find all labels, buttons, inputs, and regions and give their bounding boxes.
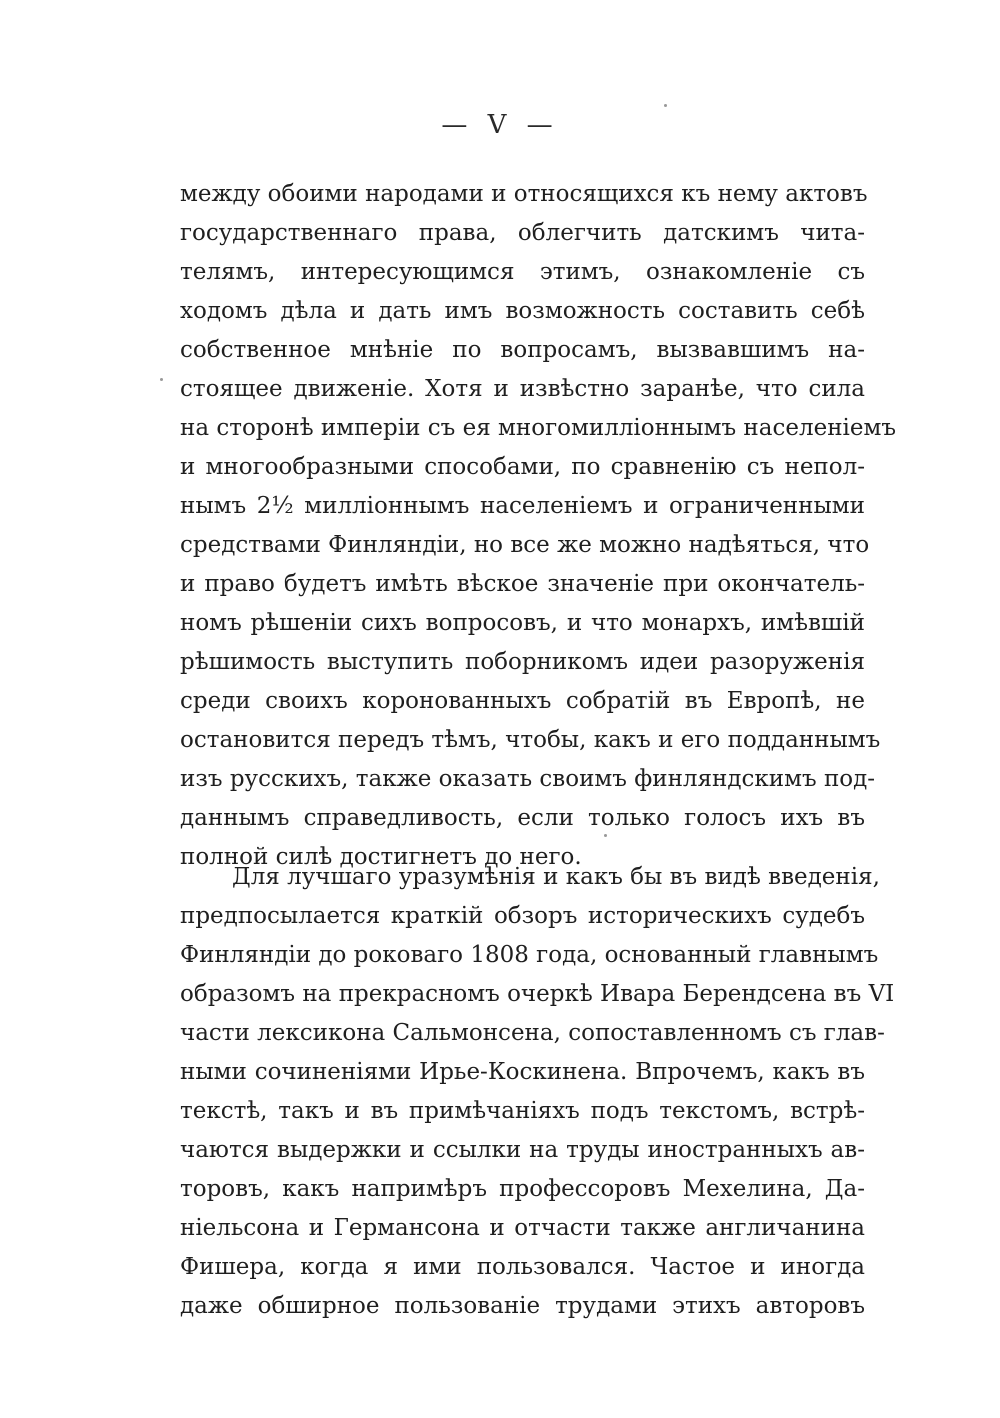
text-line: изъ русскихъ, также оказать своимъ финляндскимъ под- — [180, 766, 876, 792]
text-line: ходомъ дѣла и дать имъ возможность составить себѣ — [180, 298, 865, 324]
text-line: рѣшимость выступить поборникомъ идеи разоруженія — [180, 649, 865, 675]
paper-speck — [604, 834, 607, 837]
text-line: государственнаго права, облегчить датскимъ чита- — [180, 220, 865, 246]
text-line: и многообразными способами, по сравненію съ непол- — [180, 454, 865, 480]
text-line: даже обширное пользованіе трудами этихъ авторовъ — [180, 1293, 865, 1319]
text-line: остановится передъ тѣмъ, чтобы, какъ и его подданнымъ — [180, 727, 881, 753]
text-line: Для лучшаго уразумѣнія и какъ бы въ видѣ введенія, — [232, 864, 880, 890]
text-line: ными сочиненіями Ирье-Коскинена. Впрочемъ, какъ въ — [180, 1059, 865, 1085]
text-line: части лексикона Сальмонсена, сопоставленномъ съ глав- — [180, 1020, 885, 1046]
text-line: на сторонѣ имперіи съ ея многомилліоннымъ населеніемъ — [180, 415, 897, 441]
text-line: предпосылается краткій обзоръ историческихъ судебъ — [180, 903, 865, 929]
text-line: между обоими народами и относящихся къ нему актовъ — [180, 181, 868, 207]
text-line: Финляндіи до роковаго 1808 года, основанный главнымъ — [180, 942, 879, 968]
paragraph-2 — [180, 858, 895, 1326]
text-line: среди своихъ коронованныхъ собратій въ Европѣ, не — [180, 688, 865, 714]
text-line: стоящее движеніе. Хотя и извѣстно заранѣе, что сила — [180, 376, 865, 402]
text-line: номъ рѣшеніи сихъ вопросовъ, и что монархъ, имѣвшій — [180, 610, 865, 636]
text-line: телямъ, интересующимся этимъ, ознакомленіе съ — [180, 259, 865, 285]
paper-speck — [160, 378, 163, 381]
text-line: образомъ на прекрасномъ очеркѣ Ивара Берендсена въ VI — [180, 981, 895, 1007]
text-line: ніельсона и Германсона и отчасти также англичанина — [180, 1215, 865, 1241]
text-line: полной силѣ достигнетъ до него. — [180, 844, 582, 870]
text-line: Фишера, когда я ими пользовался. Частое и иногда — [180, 1254, 865, 1280]
text-line: собственное мнѣніе по вопросамъ, вызвавшимъ на- — [180, 337, 865, 363]
text-line: чаются выдержки и ссылки на труды иностранныхъ ав- — [180, 1137, 865, 1163]
text-line: даннымъ справедливость, если только голосъ ихъ въ — [180, 805, 865, 831]
text-line: нымъ 2½ милліоннымъ населеніемъ и ограниченными — [180, 493, 865, 519]
text-line: текстѣ, такъ и въ примѣчаніяхъ подъ текстомъ, встрѣ- — [180, 1098, 865, 1124]
text-line: торовъ, какъ напримѣръ профессоровъ Мехелина, Да- — [180, 1176, 865, 1202]
text-line: средствами Финляндіи, но все же можно надѣяться, что — [180, 532, 870, 558]
text-line: и право будетъ имѣть вѣское значеніе при окончатель- — [180, 571, 865, 597]
paper-speck — [664, 104, 667, 107]
page-number-header: — V — — [441, 110, 559, 140]
